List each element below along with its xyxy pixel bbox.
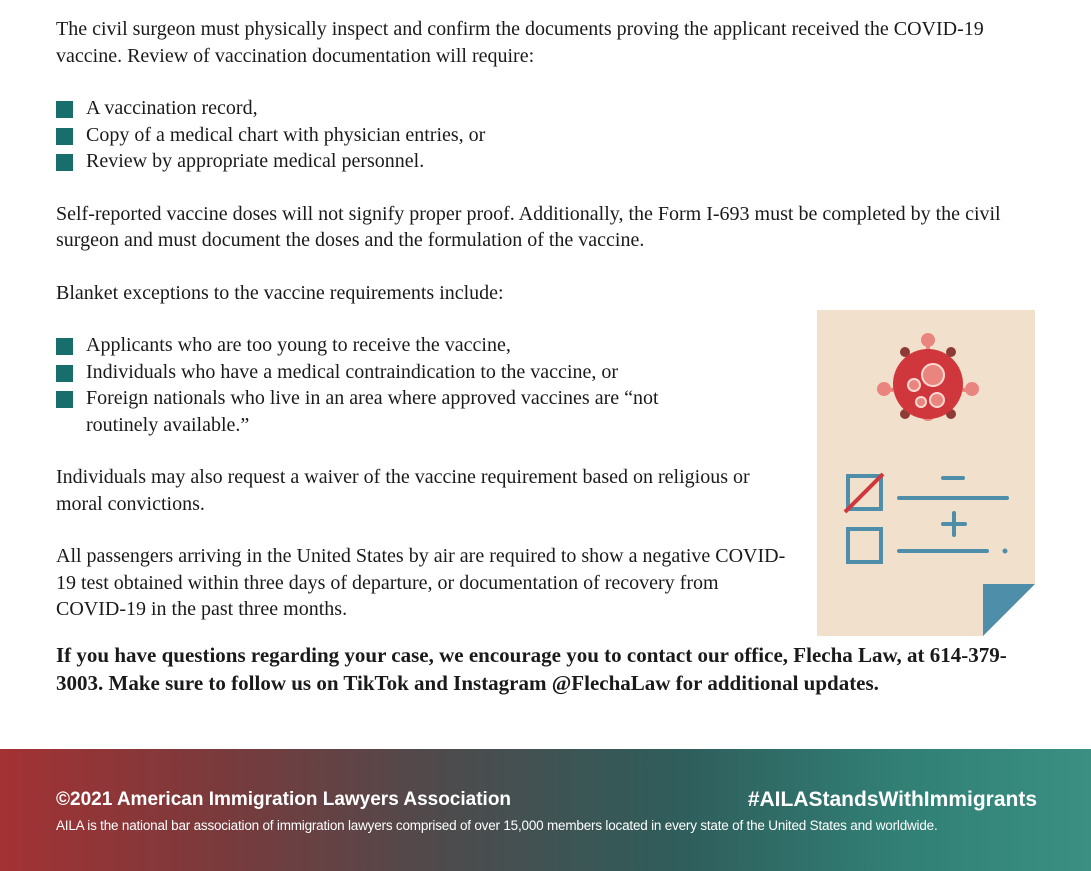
bullet-square-icon: [56, 128, 73, 145]
exceptions-list: [56, 332, 696, 438]
bullet-square-icon: [56, 101, 73, 118]
bullet-square-icon: [56, 154, 73, 171]
bullet-square-icon: [56, 391, 73, 408]
list-item: Review by appropriate medical personnel.: [56, 148, 1036, 175]
bullet-square-icon: [56, 338, 73, 355]
vaccine-document-illustration: [817, 310, 1035, 636]
waiver-paragraph: Individuals may also request a waiver of the vaccine requirement based on religious or moral convictions.: [56, 466, 750, 515]
page-fold-icon: [983, 584, 1035, 636]
list-item: Individuals who have a medical contraindication to the vaccine, or: [56, 359, 696, 386]
list-item: Foreign nationals who live in an area where approved vaccines are “not routinely available.”: [56, 385, 696, 438]
exceptions-intro: Blanket exceptions to the vaccine requirements include:: [56, 281, 504, 304]
footer-copyright: ©2021 American Immigration Lawyers Association: [56, 789, 512, 810]
footer-banner: [0, 749, 1091, 871]
footer-description: AILA is the national bar association of immigration lawyers comprised of over 15,000 members located in every state of the United States and worldwide.: [56, 818, 938, 833]
list-item: Copy of a medical chart with physician entries, or: [56, 122, 1036, 149]
list-item: Applicants who are too young to receive the vaccine,: [56, 332, 696, 359]
intro-paragraph: The civil surgeon must physically inspect and confirm the documents proving the applicant received the COVID-19 vaccine. Review of vaccination documentation will require:: [56, 18, 984, 67]
contact-call-to-action: If you have questions regarding your case, we encourage you to contact our office, Flecha Law, at 614-379-3003. Make sure to follow us on TikTok and Instagram @FlechaLaw for additional updates.: [56, 642, 1007, 695]
list-item: A vaccination record,: [56, 95, 1036, 122]
bullet-square-icon: [56, 365, 73, 382]
self-reported-paragraph: Self-reported vaccine doses will not signify proper proof. Additionally, the Form I-693 must be completed by the civil surgeon and must document the doses and the formulation of the vaccine.: [56, 202, 1001, 251]
footer-hashtag: #AILAStandsWithImmigrants: [747, 788, 1037, 811]
documentation-list: [56, 95, 1036, 175]
air-travel-paragraph: All passengers arriving in the United States by air are required to show a negative COVID-19 test obtained within three days of departure, or documentation of recovery from COVID-19 in the past three months.: [56, 545, 786, 620]
